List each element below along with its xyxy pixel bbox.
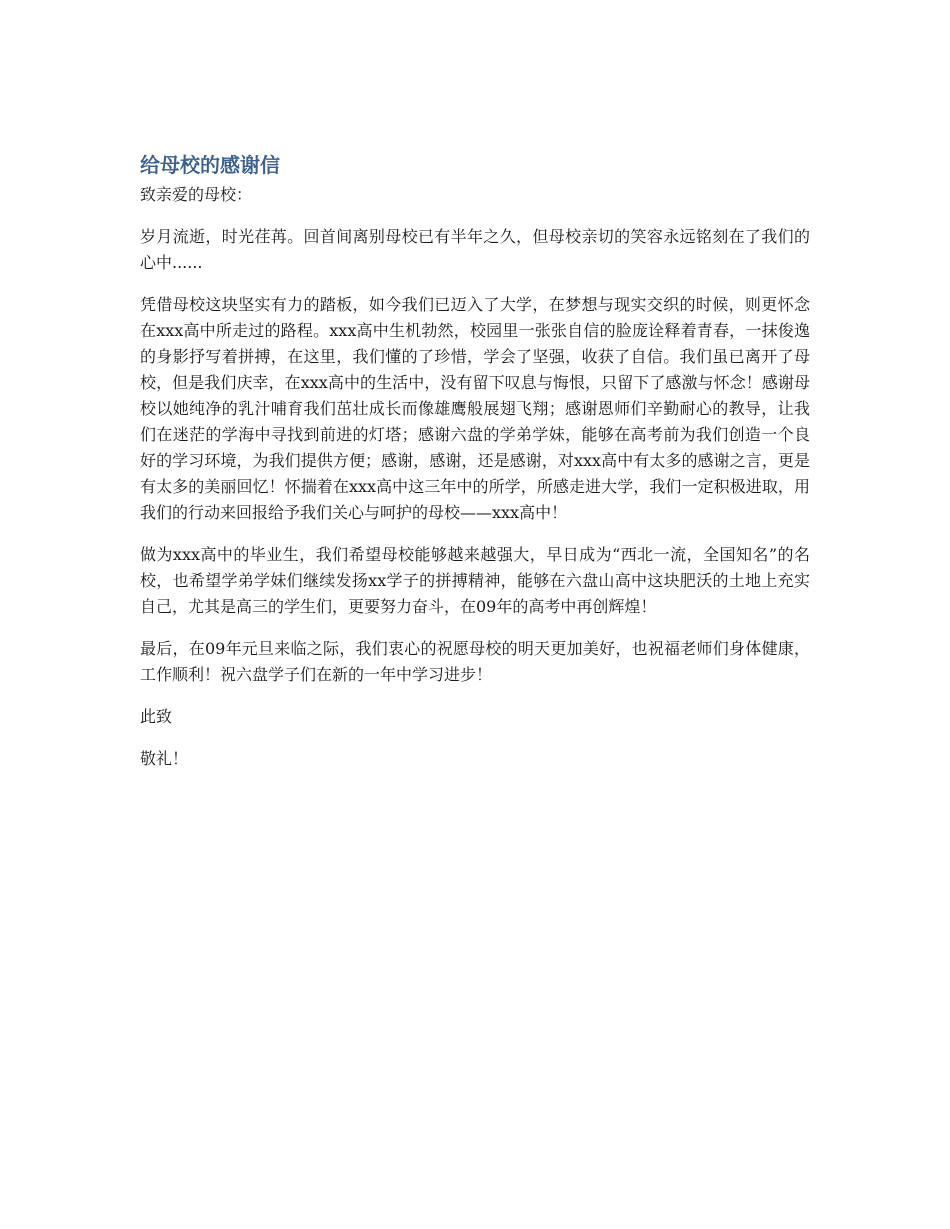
letter-closing-jingli: 敬礼！ xyxy=(140,749,189,768)
letter-salutation: 致亲爱的母校： xyxy=(140,185,253,204)
letter-paragraph-2: 凭借母校这块坚实有力的踏板，如今我们已迈入了大学，在梦想与现实交织的时候，则更怀念在xxx高中所走过的路程。xxx高中生机勃然，校园里一张张自信的脸庞诠释着青春，一抹俊逸的身影抒写着拼搏，在这里，我们懂的了珍惜，学会了坚强，收获了自信。我们虽已离开了母校，但是我们庆幸，在xxx高中的生活中，没有留下叹息与悔恨，只留下了感激与怀念！感谢母校以她纯净的乳汁哺育我们茁壮成长而像雄鹰般展翅飞翔；感谢恩师们辛勤耐心的教导，让我们在迷茫的学海中寻找到前进的灯塔；感谢六盘的学弟学妹，能够在高考前为我们创造一个良好的学习环境，为我们提供方便；感谢，感谢，还是感谢，对xxx高中有太多的感谢之言，更是有太多的美丽回忆！怀揣着在xxx高中这三年中的所学，所感走进大学，我们一定积极进取，用我们的行动来回报给予我们关心与呵护的母校——xxx高中！ xyxy=(140,295,810,522)
letter-page xyxy=(140,150,810,788)
letter-paragraph-1: 岁月流逝，时光荏苒。回首间离别母校已有半年之久，但母校亲切的笑容永远铭刻在了我们的心中...... xyxy=(140,227,810,272)
letter-closing-cizhi: 此致 xyxy=(140,707,173,726)
letter-title: 给母校的感谢信 xyxy=(140,153,280,177)
letter-paragraph-4: 最后，在09年元旦来临之际，我们衷心的祝愿母校的明天更加美好，也祝福老师们身体健康，工作顺利！祝六盘学子们在新的一年中学习进步！ xyxy=(140,639,810,684)
letter-paragraph-3: 做为xxx高中的毕业生，我们希望母校能够越来越强大，早日成为“西北一流，全国知名”的名校，也希望学弟学妹们继续发扬xx学子的拼搏精神，能够在六盘山高中这块肥沃的土地上充实自己，尤其是高三的学生们，更要努力奋斗，在09年的高考中再创辉煌！ xyxy=(140,545,810,616)
